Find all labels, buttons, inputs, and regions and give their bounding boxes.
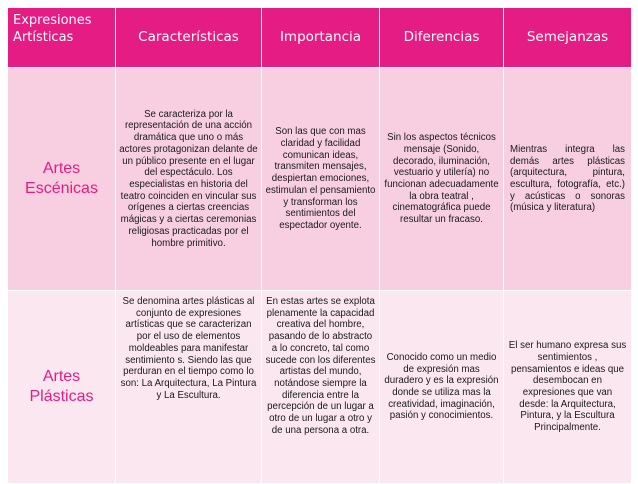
header-expresiones: Expresiones Artísticas [8, 8, 116, 68]
cell-importancia: En estas artes se explota plenamente la capacidad creativa del hombre, pasando de lo abstracto a lo concreto, tal como sucede con los diferentes artistas del mundo, notándose siempre la diferencia entre la percepción de un lugar a otro de un lugar a otro y de una persona a otra. [262, 291, 380, 484]
header-row [8, 8, 632, 68]
row-label-artes-escenicas: Artes Escénicas [8, 68, 116, 291]
cell-caracteristicas: Se caracteriza por la representación de una acción dramática que uno o más actores protagonizan delante de un público presente en el lugar del espectáculo. Los especialistas en historia del teatro coinciden en vincular sus orígenes a ciertas creencias mágicas y a ciertas ceremonias religiosas practicadas por el hombre primitivo. [116, 68, 262, 291]
table-row [8, 68, 632, 291]
comparison-table [7, 7, 632, 484]
cell-semejanzas: El ser humano expresa sus sentimientos , pensamientos e ideas que desembocan en expresiones que van desde: la Arquitectura, Pintura, y la Escultura Principalmente. [504, 291, 632, 484]
cell-caracteristicas: Se denomina artes plásticas al conjunto de expresiones artísticas que se caracterizan por el uso de elementos moldeables para manifestar sentimiento s. Siendo las que perduran en el tiempo como lo son: La Arquitectura, La Pintura y La Escultura. [116, 291, 262, 484]
header-importancia: Importancia [262, 8, 380, 68]
cell-importancia: Son las que con mas claridad y facilidad comunican ideas, transmiten mensajes, despiertan emociones, estimulan el pensamiento y transforman los sentimientos del espectador oyente. [262, 68, 380, 291]
table-row [8, 291, 632, 484]
header-caracteristicas: Características [116, 8, 262, 68]
row-label-artes-plasticas: Artes Plásticas [8, 291, 116, 484]
header-diferencias: Diferencias [380, 8, 504, 68]
comparison-table-container [7, 7, 631, 479]
header-semejanzas: Semejanzas [504, 8, 632, 68]
cell-diferencias: Sin los aspectos técnicos mensaje (Sonido, decorado, iluminación, vestuario y utilería) no funcionan adecuadamente la obra teatral , cinematográfica puede resultar un fracaso. [380, 68, 504, 291]
cell-semejanzas: Mientras integra las demás artes plásticas (arquitectura, pintura, escultura, fotografía, etc.) y acústicas o sonoras (música y literatura) [504, 68, 632, 291]
cell-diferencias: Conocido como un medio de expresión mas duradero y es la expresión donde se utiliza mas la creatividad, imaginación, pasión y conocimientos. [380, 291, 504, 484]
